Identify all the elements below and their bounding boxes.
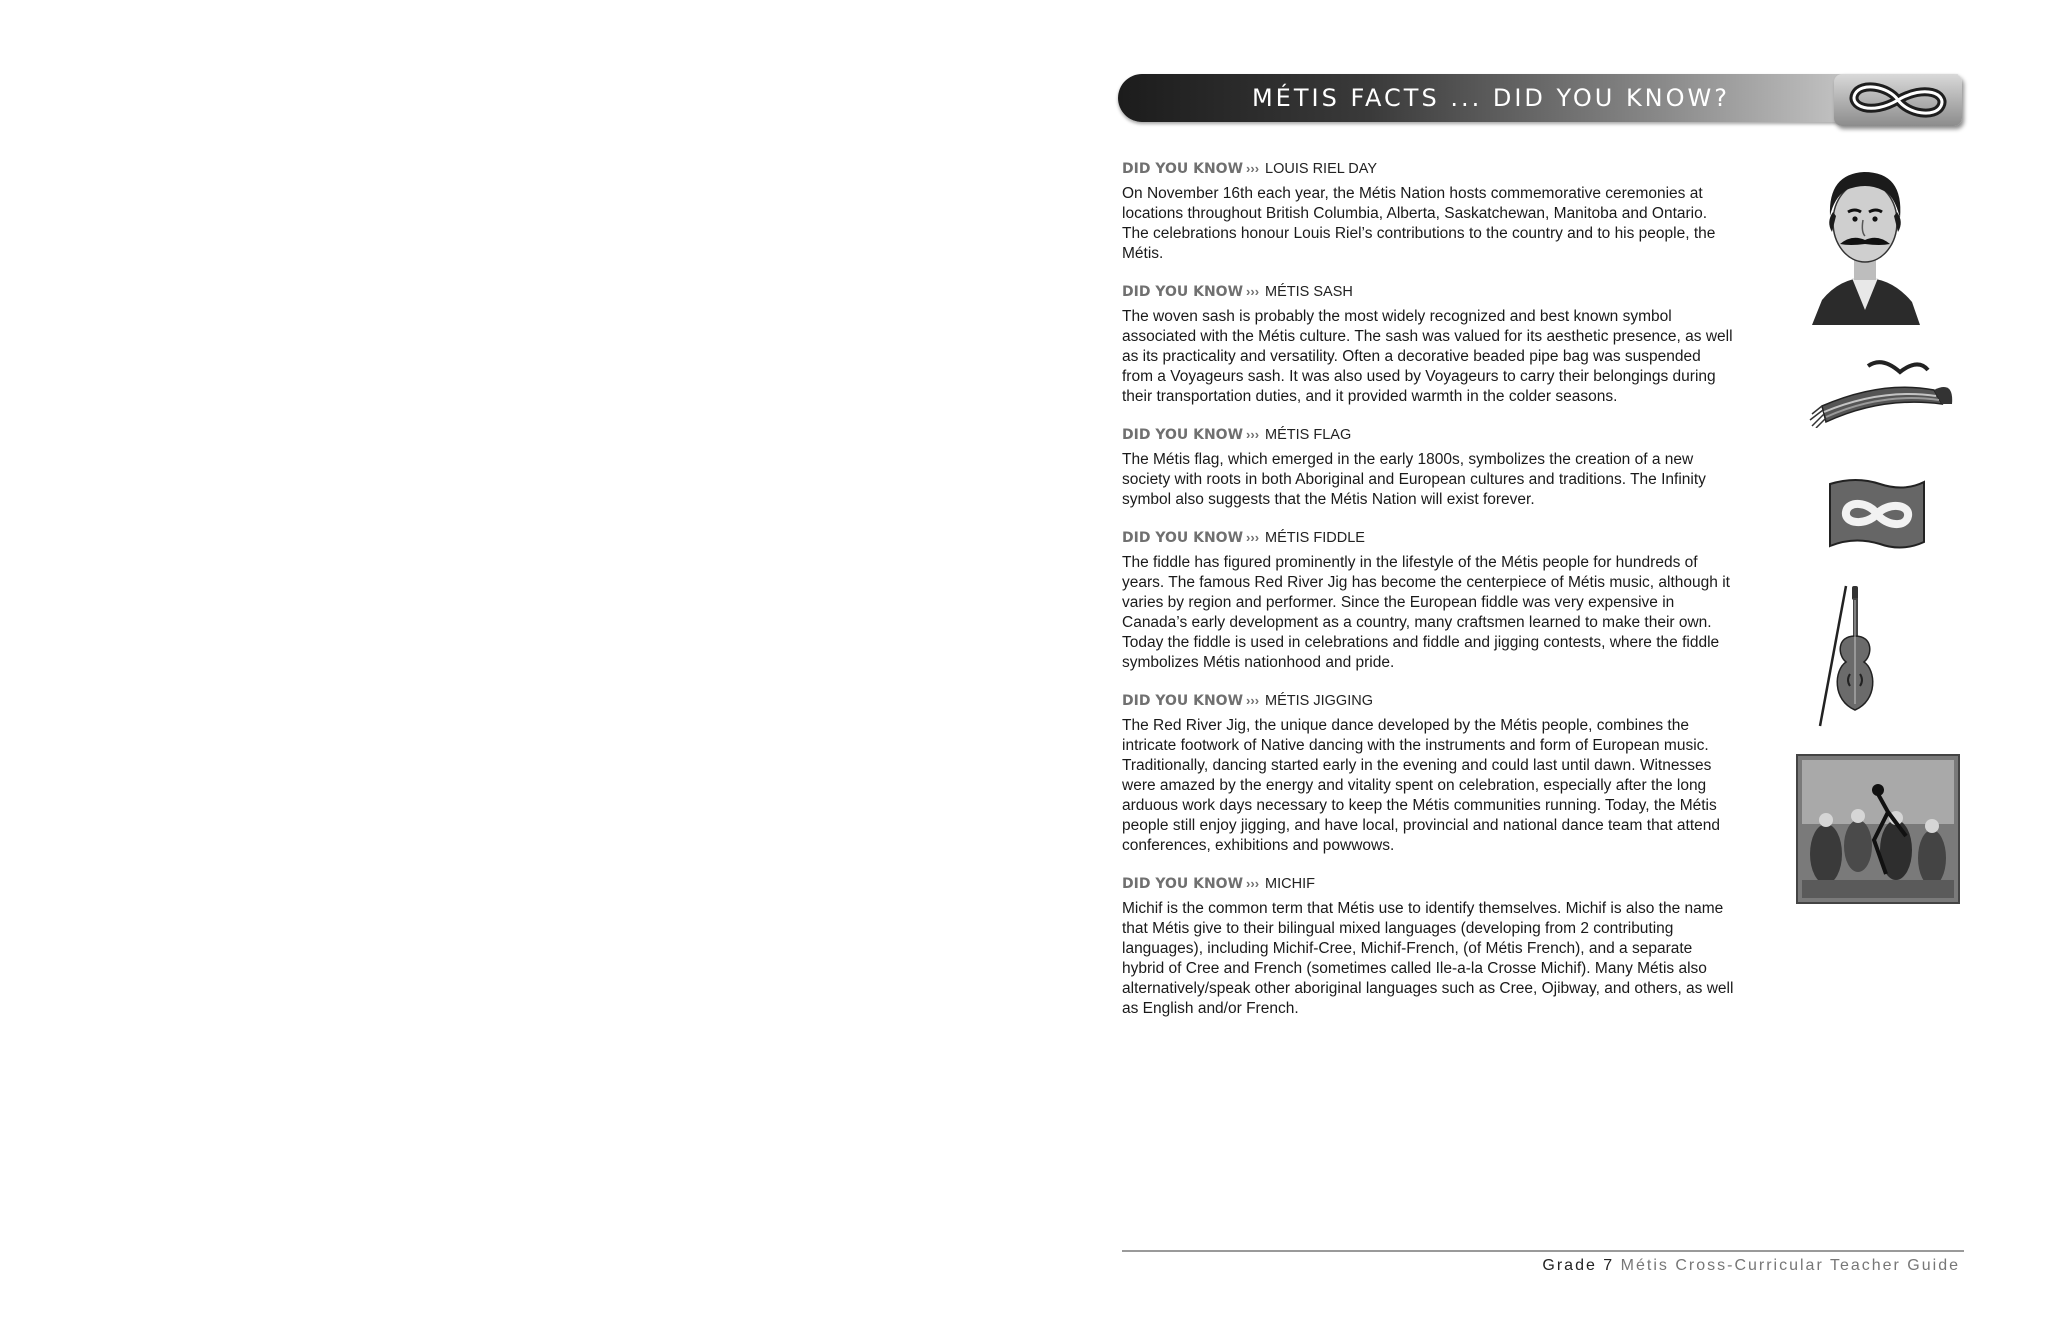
chevrons-icon: ››› — [1246, 693, 1260, 708]
fact-body: The woven sash is probably the most widely recognized and best known symbol associated with the Métis culture. The sash was valued for its aesthetic presence, as well as its practicality and versatility. Often a decorative beaded pipe bag was suspended from a Voyageurs sash. It was also used by Voyageurs to carry their belongings during their transportation duties, and it provided warmth in the colder seasons. — [1122, 308, 1733, 405]
fact-louis-riel-day — [1122, 160, 1734, 264]
fact-topic: MÉTIS SASH — [1265, 284, 1353, 300]
fact-body: Michif is the common term that Métis use to identify themselves. Michif is also the name that Métis give to their bilingual mixed languages (developing from 2 contributing languages), including Michif-Cree, Michif-French, (of Métis French), and a separate hybrid of Cree and French (sometimes called Ile-a-la Crosse Michif). Many Métis also alternatively/speak other aboriginal languages such as Cree, Ojibway, and others, as well as English and/or French. — [1122, 900, 1734, 1017]
fiddle-illustration — [1812, 584, 1902, 730]
header-banner — [1118, 74, 1958, 122]
metis-flag-illustration — [1824, 476, 1930, 552]
did-you-know-label: DID YOU KNOW — [1122, 876, 1244, 892]
infinity-badge — [1834, 74, 1962, 126]
fact-body: On November 16th each year, the Métis Nation hosts commemorative ceremonies at locations throughout British Columbia, Alberta, Saskatchewan, Manitoba and Ontario. The celebrations honour Louis Riel’s contributions to the country and to his people, the Métis. — [1122, 185, 1716, 262]
fact-heading — [1122, 875, 1734, 893]
fact-topic: MÉTIS JIGGING — [1265, 693, 1373, 709]
footer-guide-title: Métis Cross-Curricular Teacher Guide — [1620, 1257, 1960, 1274]
did-you-know-label: DID YOU KNOW — [1122, 530, 1244, 546]
fact-heading — [1122, 283, 1734, 301]
fact-topic: MÉTIS FIDDLE — [1265, 530, 1365, 546]
chevrons-icon: ››› — [1246, 284, 1260, 299]
jigging-engraving — [1796, 754, 1960, 904]
infinity-icon — [1843, 80, 1953, 120]
facts-list — [1122, 160, 1734, 1038]
fact-body: The fiddle has figured prominently in the lifestyle of the Métis people for hundreds of years. The famous Red River Jig has become the centerpiece of Métis music, although it varies by region and performer. Since the European fiddle was very expensive in Canada’s early development as a country, many craftsmen learned to make their own. Today the fiddle is used in celebrations and fiddle and jigging contests, where the fiddle symbolizes Métis nationhood and pride. — [1122, 554, 1730, 671]
chevrons-icon: ››› — [1246, 161, 1260, 176]
chevrons-icon: ››› — [1246, 530, 1260, 545]
fact-michif — [1122, 875, 1734, 1019]
sash-illustration — [1808, 352, 1958, 428]
chevrons-icon: ››› — [1246, 427, 1260, 442]
fact-topic: MICHIF — [1265, 876, 1315, 892]
fact-heading — [1122, 160, 1734, 178]
footer-divider — [1122, 1250, 1964, 1252]
chevrons-icon: ››› — [1246, 876, 1260, 891]
fact-heading — [1122, 529, 1734, 547]
fact-body: The Métis flag, which emerged in the early 1800s, symbolizes the creation of a new society with roots in both Aboriginal and European cultures and traditions. The Infinity symbol also suggests that the Métis Nation will exist forever. — [1122, 451, 1706, 508]
fact-heading — [1122, 692, 1734, 710]
fact-metis-jigging — [1122, 692, 1734, 856]
page-title: MÉTIS FACTS ... DID YOU KNOW? — [1251, 84, 1730, 112]
fact-heading — [1122, 426, 1734, 444]
louis-riel-portrait — [1800, 160, 1930, 325]
footer — [1542, 1257, 1960, 1275]
footer-grade: Grade 7 — [1542, 1257, 1615, 1274]
did-you-know-label: DID YOU KNOW — [1122, 161, 1244, 177]
did-you-know-label: DID YOU KNOW — [1122, 284, 1244, 300]
fact-metis-fiddle — [1122, 529, 1734, 673]
fact-body: The Red River Jig, the unique dance developed by the Métis people, combines the intricate footwork of Native dancing with the instruments and form of European music. Traditionally, dancing started early in the evening and could last until dawn. Witnesses were amazed by the energy and vitality spent on celebration, especially after the long arduous work days necessary to keep the Métis communities running. Today, the Métis people still enjoy jigging, and have local, provincial and national dance team that attend conferences, exhibitions and powwows. — [1122, 717, 1721, 854]
fact-metis-sash — [1122, 283, 1734, 407]
fact-topic: LOUIS RIEL DAY — [1265, 161, 1378, 177]
did-you-know-label: DID YOU KNOW — [1122, 427, 1244, 443]
did-you-know-label: DID YOU KNOW — [1122, 693, 1244, 709]
fact-topic: MÉTIS FLAG — [1265, 427, 1352, 443]
fact-metis-flag — [1122, 426, 1734, 510]
